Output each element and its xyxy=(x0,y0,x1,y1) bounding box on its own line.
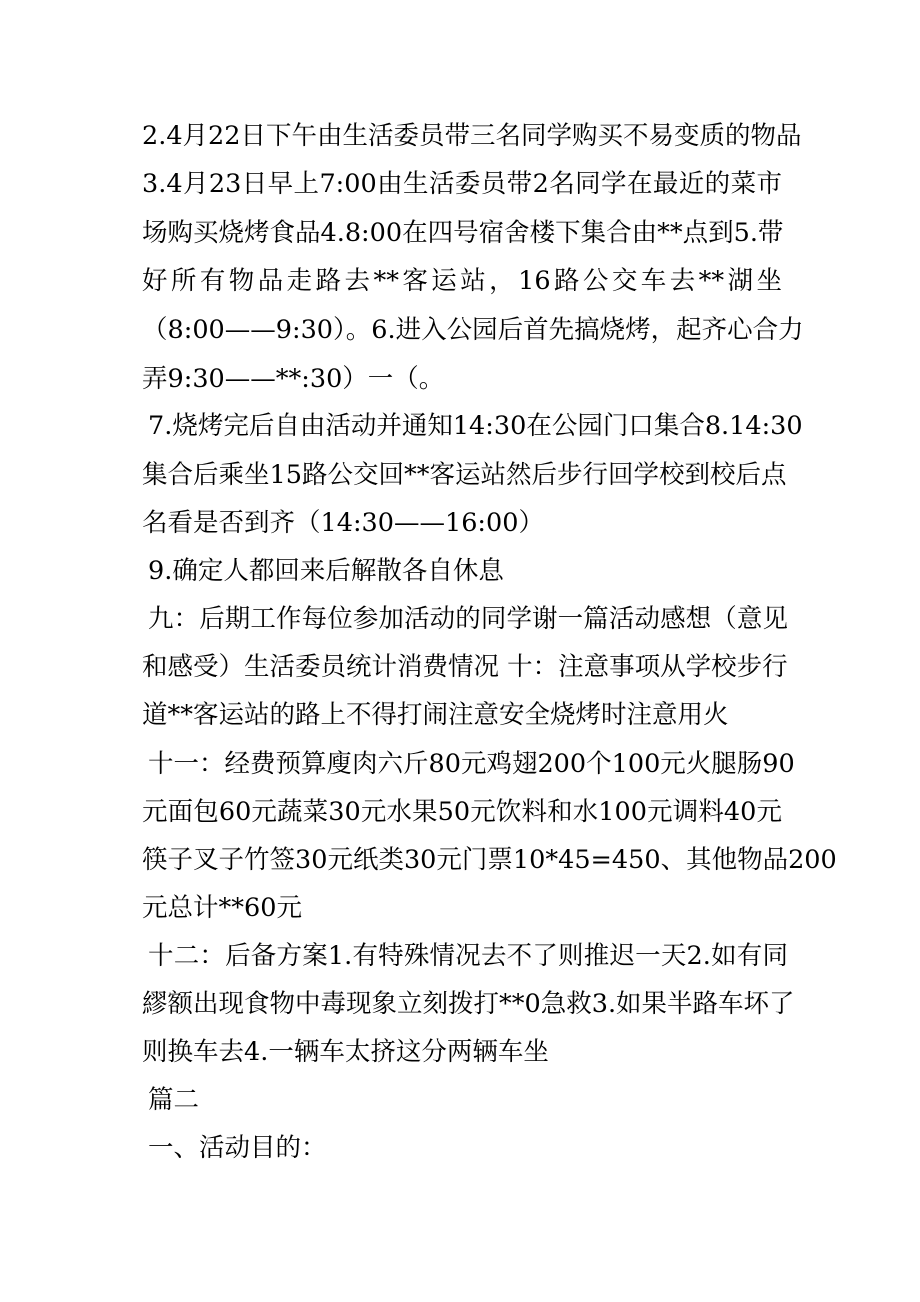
text-line: 集合后乘坐15路公交回**客运站然后步行回学校到校后点 xyxy=(142,460,787,490)
text-line: 好所有物品走路去**客运站，16路公交车去**湖坐 xyxy=(142,266,782,296)
text-line: 元面包60元蔬菜30元水果50元饮料和水100元调料40元 xyxy=(142,797,782,827)
section-heading: 一、活动目的： xyxy=(148,1133,327,1163)
text-line: 则换车去4.一辆车太挤这分两辆车坐 xyxy=(142,1037,549,1067)
text-line: 场购买烧烤食品4.8:00在四号宿舍楼下集合由**点到5.带 xyxy=(142,218,784,248)
text-line: 十一：经费预算廋肉六斤80元鸡翅200个100元火腿肠90 xyxy=(148,749,795,779)
text-line: 繆额出现食物中毒现象立刻拨打**0急救3.如果半路车坏了 xyxy=(142,989,795,1019)
text-line: 十二：后备方案1.有特殊情况去不了则推迟一天2.如有同 xyxy=(148,941,788,971)
text-line: 7.烧烤完后自由活动并通知14:30在公园门口集合8.14:30 xyxy=(148,411,803,441)
text-line: 元总计**60元 xyxy=(142,893,302,923)
text-line: 名看是否到齐（14:30——16:00） xyxy=(142,508,544,538)
text-line: 筷子叉子竹签30元纸类30元门票10*45=450、其他物品200 xyxy=(142,845,837,875)
text-line: 和感受）生活委员统计消费情况 十：注意事项从学校步行 xyxy=(142,652,788,682)
text-line: 九：后期工作每位参加活动的同学谢一篇活动感想（意见 xyxy=(148,604,788,634)
text-line: 道**客运站的路上不得打闹注意安全烧烤时注意用火 xyxy=(142,700,729,730)
text-line: 9.确定人都回来后解散各自休息 xyxy=(148,556,504,586)
text-line: （8:00——9:30）。6.进入公园后首先搞烧烤，起齐心合力 xyxy=(142,315,804,345)
section-heading: 篇二 xyxy=(148,1085,200,1115)
text-line: 3.4月23日早上7:00由生活委员带2名同学在最近的菜市 xyxy=(142,169,782,199)
text-line: 弄9:30——**:30）一（。 xyxy=(142,364,445,394)
text-line: 2.4月22日下午由生活委员带三名同学购买不易变质的物品 xyxy=(142,121,802,151)
